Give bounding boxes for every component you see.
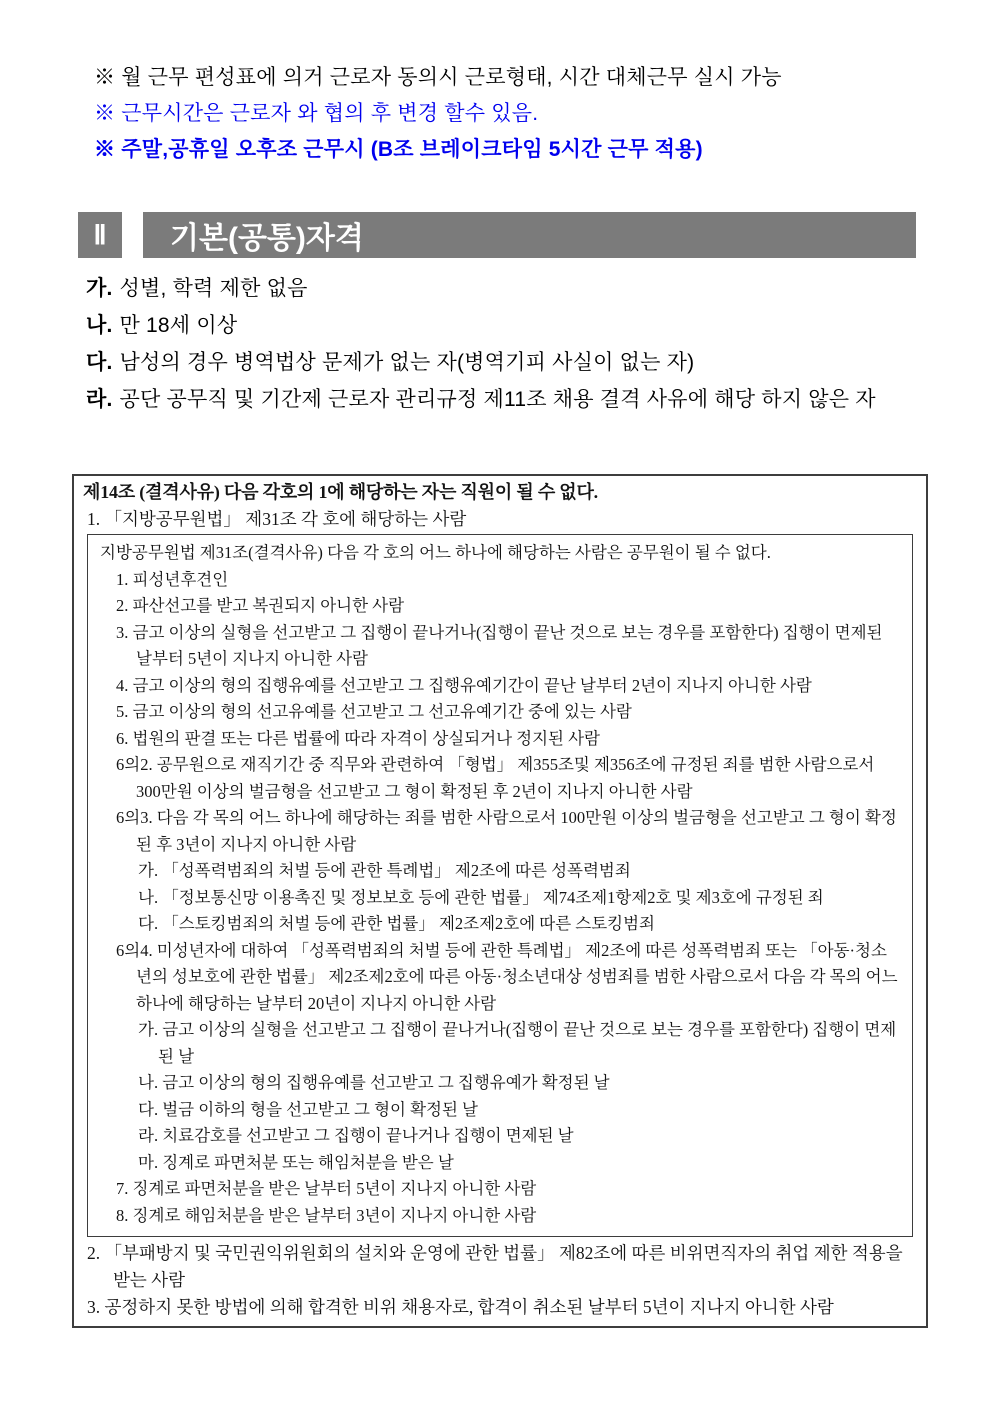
statute-item: 8. 징계로 해임처분을 받은 날부터 3년이 지나지 아니한 사람 [116,1205,537,1225]
header-gap [122,212,143,258]
note-line: ※ 월 근무 편성표에 의거 근로자 동의시 근로형태, 시간 대체근무 실시 가능 [94,66,782,89]
rule-box-heading: 제14조 (결격사유) 다음 각호의 1에 해당하는 자는 직원이 될 수 없다. [83,482,598,502]
qualification-text: 만 18세 이상 [119,314,238,337]
statute-item: 6의4. 미성년자에 대하여 「성폭력범죄의 처벌 등에 관한 특례법」 제2조에 따른 성폭력범죄 또는 「아동·청소년의 성보호에 관한 법률」 제2조제2호에 따른 아동·청소년대상 성범죄를 범한 사람으로서 다음 각 목의 어느 하나에 해당하는 날부터 20년이 지나지 아니한 사람 [116,940,898,1013]
statute-item: 7. 징계로 파면처분을 받은 날부터 5년이 지나지 아니한 사람 [116,1179,537,1198]
note-line: ※ 주말,공휴일 오후조 근무시 (B조 브레이크타임 5시간 근무 적용) [94,138,703,161]
statute-item: 3. 금고 이상의 실형을 선고받고 그 집행이 끝나거나(집행이 끝난 것으로 보는 경우를 포함한다) 집행이 면제된 날부터 5년이 지나지 아니한 사람 [116,622,883,668]
qualification-item [86,344,876,381]
disqualification-rule-box [72,474,928,1328]
statute-inner-box [87,534,913,1237]
section-numeral: Ⅱ [78,212,122,258]
qualification-label: 라. [86,388,113,411]
statute-item: 6. 법원의 판결 또는 다른 법률에 따라 자격이 상실되거나 정지된 사람 [116,728,600,748]
qualification-text: 성별, 학력 제한 없음 [119,277,308,300]
qualification-item [86,270,876,307]
statute-subitem: 나. 「정보통신망 이용촉진 및 정보보호 등에 관한 법률」 제74조제1항제2호 및 제3호에 규정된 죄 [138,887,824,907]
statute-subitem: 가. 「성폭력범죄의 처벌 등에 관한 특례법」 제2조에 따른 성폭력범죄 [138,861,631,880]
section-header [78,212,916,258]
statute-item: 6의2. 공무원으로 재직기간 중 직무와 관련하여 「형법」 제355조및 제356조에 규정된 죄를 범한 사람으로서 300만원 이상의 벌금형을 선고받고 그 형이 확정된 후 2년이 지나지 아니한 사람 [116,755,875,801]
statute-item: 1. 피성년후견인 [116,569,229,589]
statute-subitem: 나. 금고 이상의 형의 집행유예를 선고받고 그 집행유예가 확정된 날 [138,1073,610,1092]
rule-item: 1. 「지방공무원법」 제31조 각 호에 해당하는 사람 [87,509,467,529]
qualification-item [86,381,876,418]
statute-item: 4. 금고 이상의 형의 집행유예를 선고받고 그 집행유예기간이 끝난 날부터 2년이 지나지 아니한 사람 [116,675,812,695]
statute-subitem: 마. 징계로 파면처분 또는 해임처분을 받은 날 [138,1152,454,1172]
statute-item: 6의3. 다음 각 목의 어느 하나에 해당하는 죄를 범한 사람으로서 100만원 이상의 벌금형을 선고받고 그 형이 확정된 후 3년이 지나지 아니한 사람 [116,808,897,854]
statute-subitem: 라. 치료감호를 선고받고 그 집행이 끝나거나 집행이 면제된 날 [138,1126,574,1145]
qualification-label: 나. [86,314,113,337]
statute-subitem: 다. 벌금 이하의 형을 선고받고 그 형이 확정된 날 [138,1099,478,1119]
statute-intro: 지방공무원법 제31조(결격사유) 다음 각 호의 어느 하나에 해당하는 사람은 공무원이 될 수 없다. [100,543,771,562]
statute-subitem: 가. 금고 이상의 실형을 선고받고 그 집행이 끝나거나(집행이 끝난 것으로 보는 경우를 포함한다) 집행이 면제된 날 [138,1020,897,1066]
qualification-item [86,307,876,344]
statute-subitem: 다. 「스토킹범죄의 처벌 등에 관한 법률」 제2조제2호에 따른 스토킹범죄 [138,914,655,933]
qualification-label: 가. [86,277,113,300]
note-line: ※ 근무시간은 근로자 와 협의 후 변경 할수 있음. [94,102,539,125]
statute-item: 5. 금고 이상의 형의 선고유예를 선고받고 그 선고유예기간 중에 있는 사람 [116,702,632,721]
rule-item: 2. 「부패방지 및 국민권익위원회의 설치와 운영에 관한 법률」 제82조에 따른 비위면직자의 취업 제한 적용을 받는 사람 [87,1243,903,1290]
rule-item: 3. 공정하지 못한 방법에 의해 합격한 비위 채용자로, 합격이 취소된 날부터 5년이 지나지 아니한 사람 [87,1297,834,1317]
qualification-list [86,270,876,418]
statute-item: 2. 파산선고를 받고 복권되지 아니한 사람 [116,596,405,615]
section-title: 기본(공통)자격 [143,212,916,258]
qualification-text: 공단 공무직 및 기간제 근로자 관리규정 제11조 채용 결격 사유에 해당 하지 않은 자 [119,388,876,411]
qualification-text: 남성의 경우 병역법상 문제가 없는 자(병역기피 사실이 없는 자) [119,351,695,374]
qualification-label: 다. [86,351,113,374]
top-notes [94,60,782,168]
